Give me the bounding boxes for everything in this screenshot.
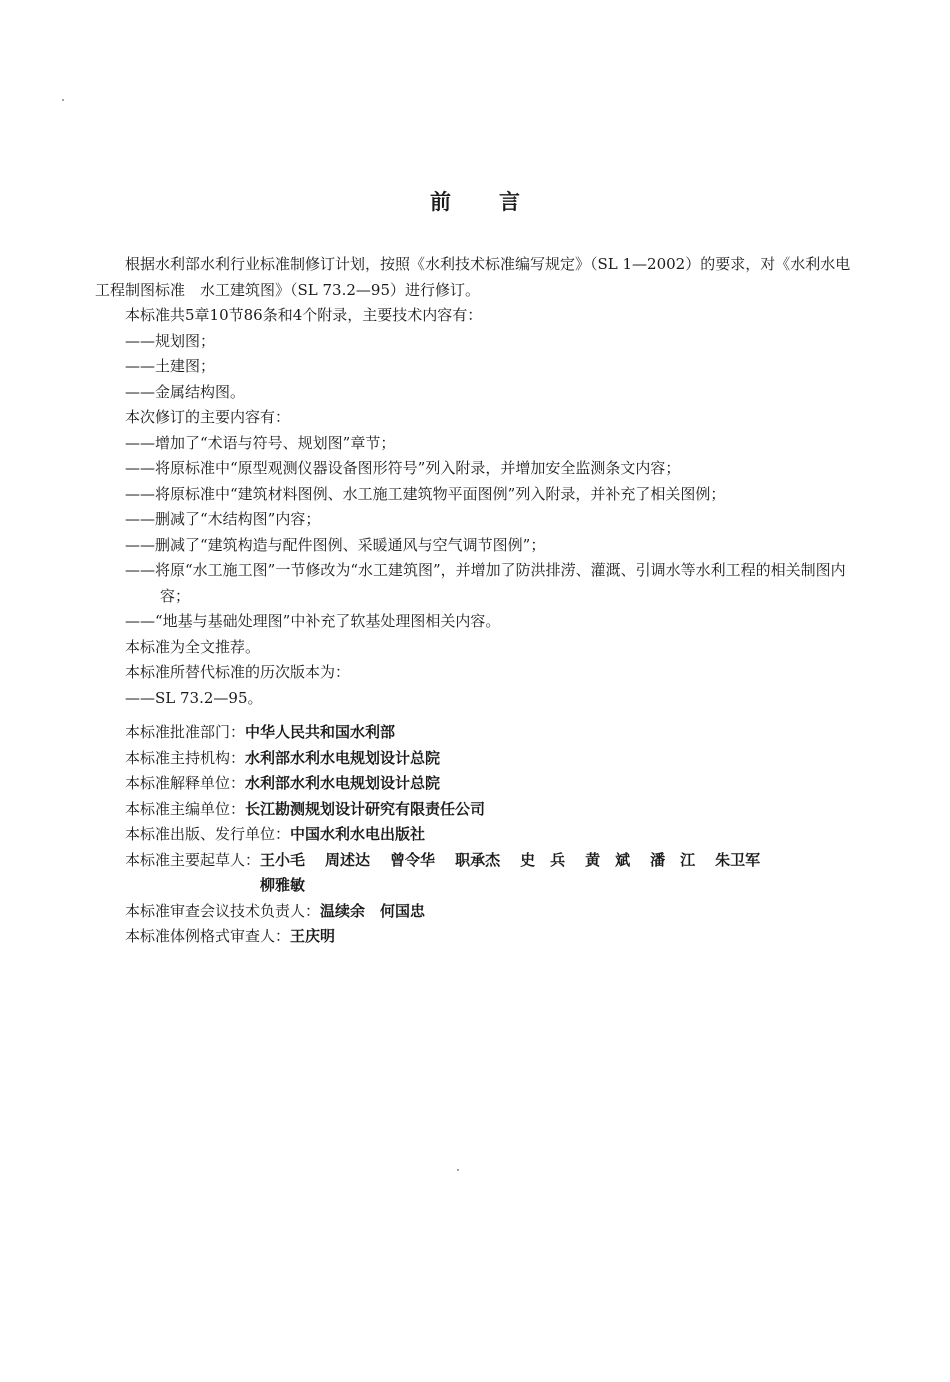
approver-label: 本标准批准部门： (125, 723, 246, 741)
revision-item: ——“地基与基础处理图”中补充了软基处理图相关内容。 (125, 612, 501, 630)
drafter-name: 朱卫军 (715, 850, 761, 869)
drafter-name: 职承杰 (455, 850, 501, 869)
drafter-name: 史 兵 (520, 850, 566, 869)
revision-item: ——删减了“木结构图”内容； (125, 510, 321, 528)
drafters-row (95, 848, 860, 874)
contents-item: ——金属结构图。 (125, 382, 246, 401)
approver-row (95, 720, 860, 746)
interpreter-value: 水利部水利水电规划设计总院 (245, 774, 441, 792)
drafter-name: 周述达 (325, 850, 371, 869)
interpreter-label: 本标准解释单位： (125, 774, 246, 792)
reviewers-value: 温续余 何国忠 (320, 901, 426, 920)
revision-item: ——将原“水工施工图”一节修改为“水工建筑图”，并增加了防洪排涝、灌溉、引调水等水利工程的相关制图内容； (125, 561, 846, 605)
page-title: 前言 (430, 190, 568, 214)
recommendation: 本标准为全文推荐。 (125, 637, 261, 656)
format-reviewer-row (95, 924, 860, 950)
publisher-row (95, 822, 860, 848)
editor-row (95, 797, 860, 823)
intro-paragraph: 根据水利部水利行业标准制修订计划，按照《水利技术标准编写规定》（SL 1—2002）的要求，对《水利水电工程制图标准 水工建筑图》（SL 73.2—95）进行修订。 (95, 255, 851, 299)
drafters-list (260, 851, 760, 869)
revision-item: ——增加了“术语与符号、规划图”章节； (125, 433, 396, 452)
drafter-name: 黄 斌 (585, 850, 631, 869)
publisher-value: 中国水利水电出版社 (290, 825, 426, 843)
revision-item: ——将原标准中“建筑材料图例、水工施工建筑物平面图例”列入附录，并补充了相关图例； (125, 484, 726, 503)
contents-item: ——土建图； (125, 357, 216, 375)
revision-item: ——将原标准中“原型观测仪器设备图形符号”列入附录，并增加安全监测条文内容； (125, 459, 681, 477)
reviewers-row (95, 899, 860, 925)
contents-item: ——规划图； (125, 331, 216, 350)
drafters-continuation (95, 873, 860, 899)
preface-body (95, 252, 860, 950)
host-value: 水利部水利水电规划设计总院 (245, 748, 441, 767)
reviewers-label: 本标准审查会议技术负责人： (125, 901, 321, 920)
approver-value: 中华人民共和国水利部 (245, 723, 396, 741)
revision-item: ——删减了“建筑构造与配件图例、采暖通风与空气调节图例”； (125, 535, 546, 554)
host-row (95, 746, 860, 772)
publisher-label: 本标准出版、发行单位： (125, 825, 291, 843)
interpreter-row (95, 771, 860, 797)
format-reviewer-value: 王庆明 (290, 927, 336, 945)
replaced-item: ——SL 73.2—95。 (125, 688, 263, 707)
scan-speck (62, 99, 64, 101)
drafter-name: 潘 江 (650, 850, 696, 869)
format-reviewer-label: 本标准体例格式审查人： (125, 927, 291, 945)
scan-speck (457, 1169, 459, 1171)
editor-value: 长江勘测规划设计研究有限责任公司 (245, 799, 486, 818)
drafter-name: 柳雅敏 (260, 876, 306, 894)
drafter-name: 曾令华 (390, 850, 436, 869)
host-label: 本标准主持机构： (125, 748, 246, 767)
editor-label: 本标准主编单位： (125, 799, 246, 818)
contents-intro: 本标准共5章10节86条和4个附录，主要技术内容有： (125, 306, 483, 324)
revision-intro: 本次修订的主要内容有： (125, 408, 291, 426)
drafters-label: 本标准主要起草人： (125, 850, 261, 869)
replaced-intro: 本标准所替代标准的历次版本为： (125, 663, 351, 681)
drafter-name: 王小毛 (260, 850, 306, 869)
